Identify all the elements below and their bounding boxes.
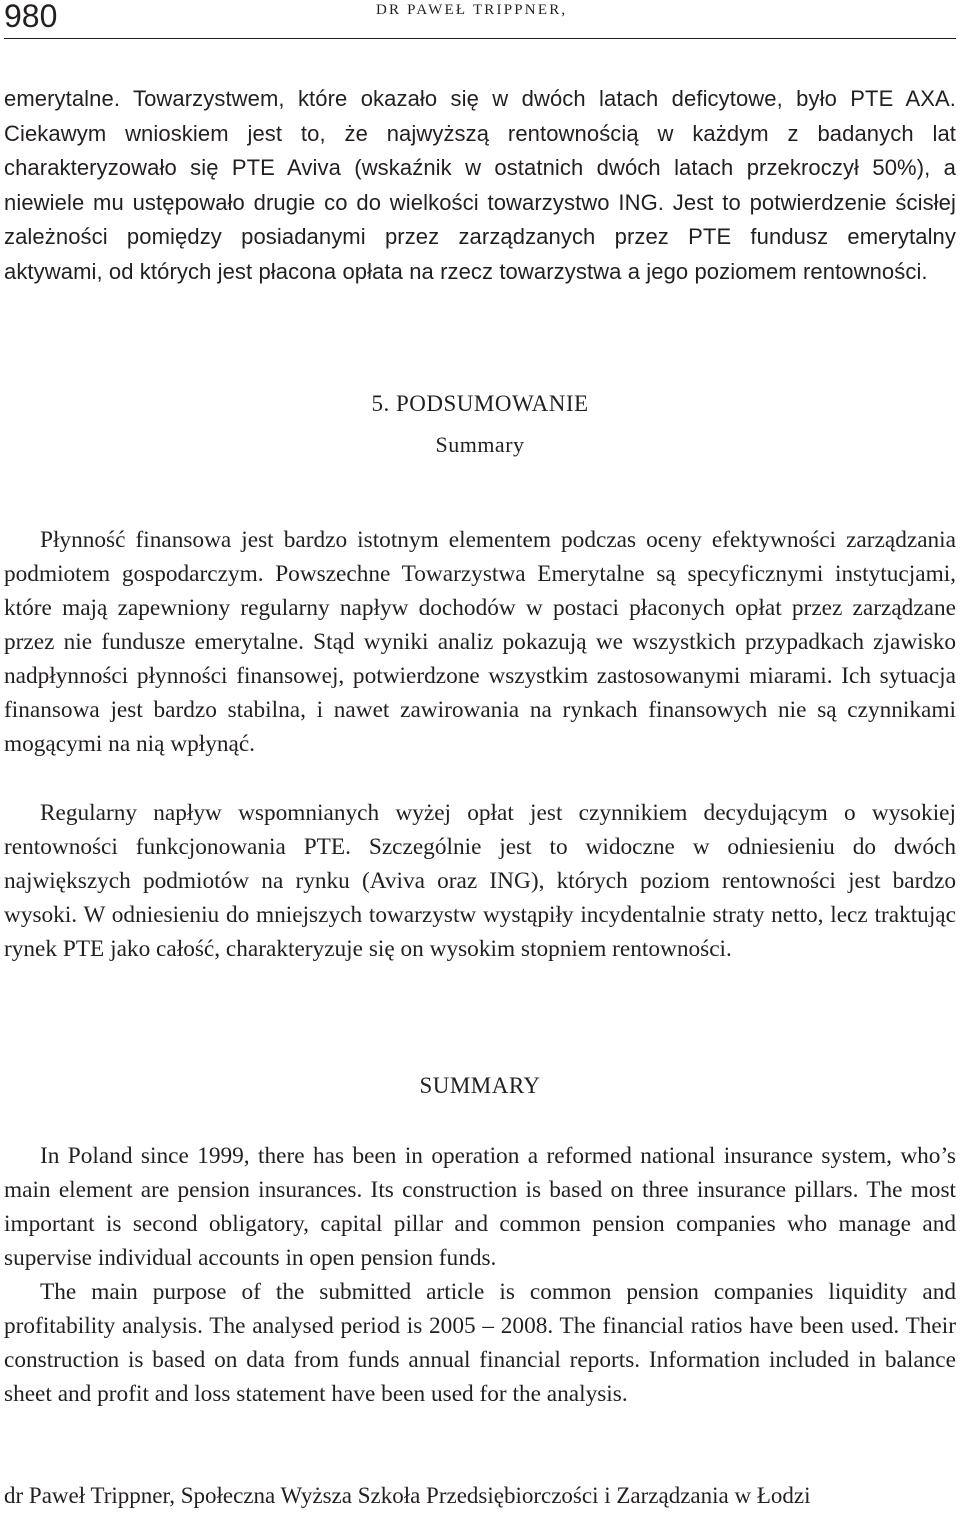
english-summary-paragraph-2: The main purpose of the submitted article is common pension companies liquidity and profitability analysis. The analysed period is 2005 – 2008. The financial ratios have been used. Their construction is based on data from funds annual financial reports. Information included in balance sheet and profit and loss statement have been used for the analysis.: [4, 1279, 956, 1407]
section-subheading: Summary: [435, 432, 525, 457]
summary-paragraph-2: Regularny napływ wspomnianych wyżej opłat jest czynnikiem decydującym o wysokiej rentowności funkcjonowania PTE. Szczególnie jest to widoczne w odniesieniu do dwóch największych podmiotów na rynku (Aviva oraz ING), których poziom rentowności jest bardzo wysoki. W odniesieniu do mniejszych towarzystw wystąpiły incydentalnie straty netto, lecz traktując rynek PTE jako całość, charakteryzuje się on wysokim stopniem rentowności.: [4, 800, 956, 962]
author-affiliation: dr Paweł Trippner, Społeczna Wyższa Szkoła Przedsiębiorczości i Zarządzania w Łodzi: [4, 1483, 811, 1508]
page-number: 980: [4, 0, 58, 34]
english-summary-heading: SUMMARY: [419, 1073, 541, 1098]
summary-paragraph-1: Płynność finansowa jest bardzo istotnym elementem podczas oceny efektywności zarządzania podmiotem gospodarczym. Powszechne Towarzystwa Emerytalne są specyficznymi instytucjami, które mają zapewniony regularny napływ dochodów w postaci płaconych opłat przez zarządzane przez nie fundusze emerytalne. Stąd wyniki analiz pokazują we wszystkich przypadkach zjawisko nadpłynności płynności finansowej, potwierdzone wszystkim zastosowanymi miarami. Ich sytuacja finansowa jest bardzo stabilna, i nawet zawirowania na rynkach finansowych nie są czynnikami mogącymi na nią wpłynąć.: [4, 527, 956, 757]
running-head: DR PAWEŁ TRIPPNER,: [376, 2, 568, 18]
continuation-paragraph: emerytalne. Towarzystwem, które okazało się w dwóch latach deficytowe, było PTE AXA. Ciekawym wnioskiem jest to, że najwyższą rentownością w każdym z badanych lat charakteryzowało się PTE Aviva (wskaźnik w ostatnich dwóch latach przekroczył 50%), a niewiele mu ustępowało drugie co do wielkości towarzystwo ING. Jest to potwierdzenie ścisłej zależności pomiędzy posiadanymi przez zarządzanych przez PTE fundusz emerytalny aktywami, od których jest płacona opłata na rzecz towarzystwa a jego poziomem rentowności.: [4, 86, 956, 284]
section-heading: 5. PODSUMOWANIE: [371, 391, 589, 416]
page-header: [4, 0, 956, 39]
english-summary-paragraph-1: In Poland since 1999, there has been in operation a reformed national insurance system, who’s main element are pension insurances. Its construction is based on three insurance pillars. The most important is second obligatory, capital pillar and common pension companies who manage and supervise individual accounts in open pension funds.: [4, 1143, 956, 1271]
